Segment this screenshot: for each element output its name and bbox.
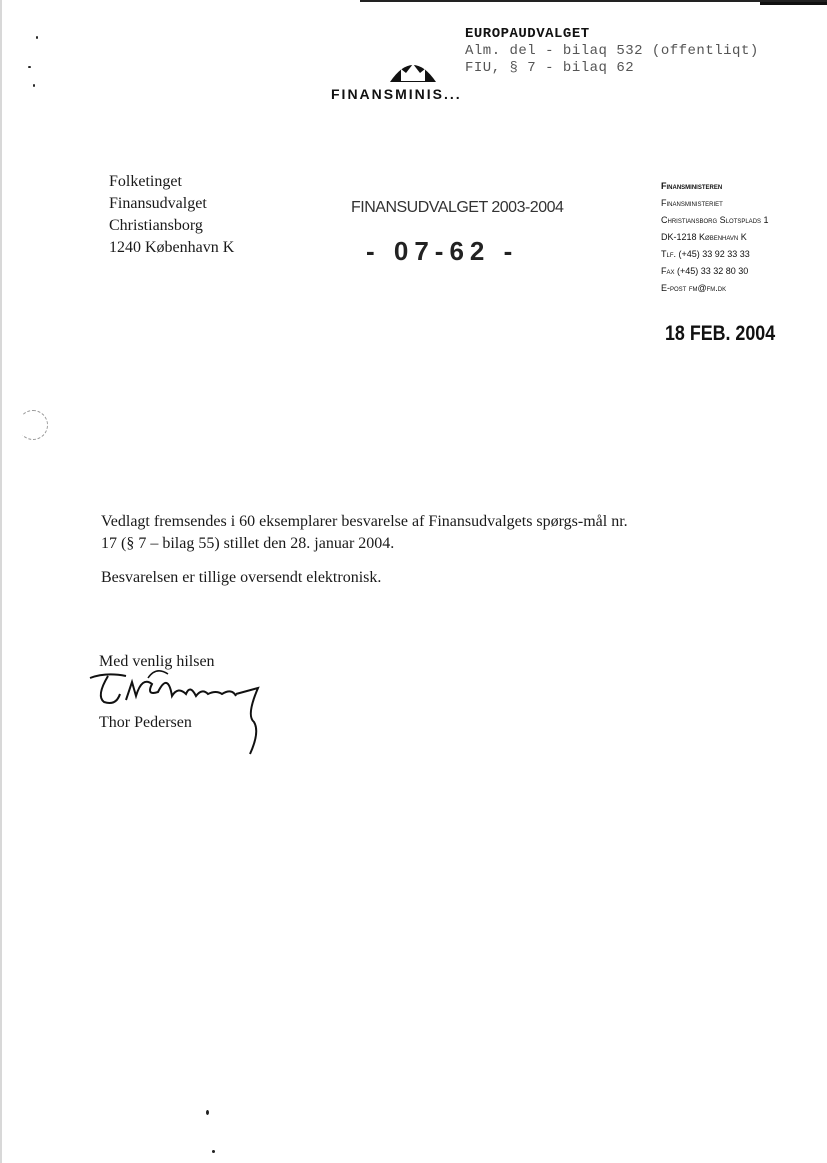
sender-line: DK-1218 København K: [661, 232, 747, 242]
registration-stamp-number: - 07-62 -: [366, 236, 519, 266]
recipient-line: Folketinget: [109, 173, 182, 190]
crown-icon: [388, 52, 438, 86]
sender-line: Finansministeriet: [661, 198, 723, 208]
stamp-line-2: FIU, § 7 - bilaq 62: [465, 60, 635, 76]
recipient-address: [109, 171, 234, 259]
closing: Med venlig hilsen: [99, 653, 215, 670]
scan-edge-mark: [760, 2, 827, 5]
sender-line: Christiansborg Slotsplads 1: [661, 215, 769, 225]
stamp-title: EUROPAUDVALGET: [465, 26, 590, 42]
scan-speck: [28, 66, 31, 68]
punch-hole: [18, 410, 48, 440]
scan-left-edge: [0, 0, 2, 1163]
sender-fax: Fax (+45) 33 32 80 30: [661, 266, 749, 276]
ministry-name: FINANSMINIS...: [331, 86, 462, 102]
stamp-header: [465, 26, 759, 77]
body-paragraph-1: Vedlagt fremsendes i 60 eksemplarer besvarelse af Finansudvalgets spørgs-mål nr. 17 (§ 7 – bilag 55) stillet den 28. januar 2004.: [101, 513, 628, 552]
date-stamp: 18 FEB. 2004: [665, 322, 776, 345]
signature: [86, 666, 266, 756]
sender-email: E-post fm@fm.dk: [661, 283, 727, 293]
recipient-line: 1240 København K: [109, 239, 235, 256]
recipient-line: Christiansborg: [109, 217, 203, 234]
sender-title: Finansministeren: [661, 181, 723, 191]
scan-speck: [212, 1150, 215, 1153]
scan-speck: [36, 36, 38, 39]
body-paragraph-2: Besvarelsen er tillige oversendt elektronisk.: [101, 569, 382, 586]
sender-block: [661, 178, 769, 297]
scan-speck: [206, 1110, 209, 1115]
signer-name: Thor Pedersen: [99, 714, 192, 731]
recipient-line: Finansudvalget: [109, 195, 207, 212]
sender-phone: Tlf. (+45) 33 92 33 33: [661, 249, 750, 259]
scan-speck: [33, 84, 35, 87]
stamp-line-1: Alm. del - bilaq 532 (offentliqt): [465, 43, 759, 59]
registration-stamp-label: FINANSUDVALGET 2003-2004: [351, 199, 564, 216]
scan-edge-line: [360, 0, 827, 7]
